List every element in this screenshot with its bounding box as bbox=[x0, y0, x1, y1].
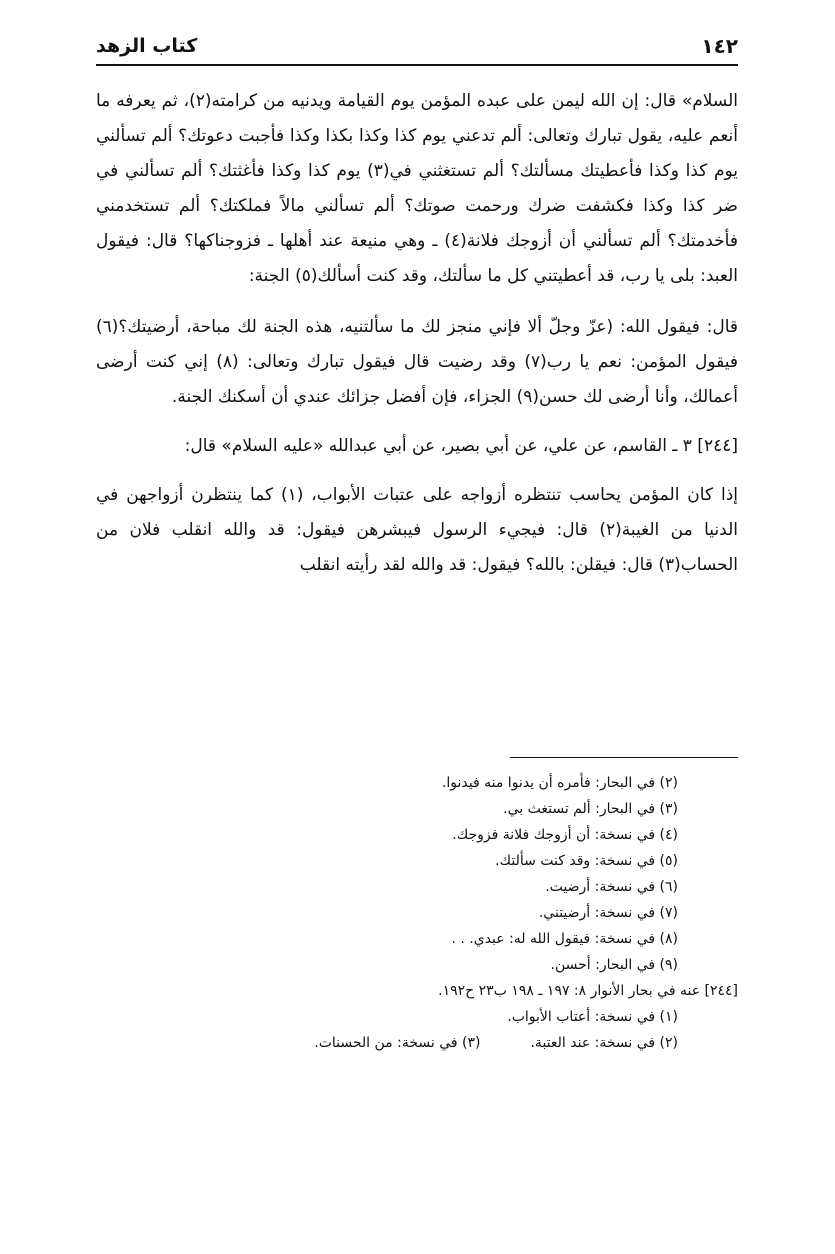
footnote: (١) في نسخة: أعتاب الأبواب. bbox=[507, 1009, 678, 1025]
footnotes bbox=[96, 770, 738, 1056]
footnote: (٥) في نسخة: وقد كنت سألتك. bbox=[495, 853, 678, 869]
footnote: (٧) في نسخة: أرضيتني. bbox=[538, 905, 678, 921]
footnote-rule bbox=[510, 757, 738, 758]
footnote: (٢) في البحار: فأمره أن يدنوا منه فيدنوا. bbox=[441, 775, 678, 791]
footnote: (٣) في نسخة: من الحسنات. bbox=[314, 1035, 481, 1051]
paragraph: [٢٤٤] ٣ ـ القاسم، عن علي، عن أبي بصير، عن أبي عبدالله «عليه السلام» قال: bbox=[184, 436, 738, 456]
paragraph: قال: فيقول الله: (عزّ وجلّ ألا فإني منجز لك ما سألتنيه، هذه الجنة لك مباحة، أرضيتك؟(٦) فيقول المؤمن: نعم يا رب(٧) وقد رضيت قال فيقول تبارك وتعالى: (٨) إني كنت أرضى أعمالك، وأنا أرضى لك حسن(٩) الجزاء، فإن أفضل جزائك عندي أن أسكنك الجنة. bbox=[96, 317, 738, 407]
footnote: (٩) في البحار: أحسن. bbox=[550, 957, 678, 973]
footnote: (٦) في نسخة: أرضيت. bbox=[545, 879, 678, 895]
book-title: كتاب الزهد bbox=[96, 35, 198, 57]
footnote: (٨) في نسخة: فيقول الله له: عبدي. . . bbox=[451, 931, 678, 947]
footnote-row bbox=[96, 1030, 738, 1056]
paragraph: السلام» قال: إن الله ليمن على عبده المؤمن يوم القيامة ويدنيه من كرامته(٢)، ثم يعرفه ما أنعم عليه، يقول تبارك وتعالى: ألم تدعني يوم كذا وكذا بكذا وكذا فأجبت دعوتك؟ ألم تسألني يوم كذا وكذا فأعطيتك مسألتك؟ ألم تستغثني في(٣) يوم كذا وكذا فأغثتك؟ ألم تسألني في ضر كذا وكذا فكشفت ضرك ورحمت صوتك؟ ألم تسألني مالاً فملكتك؟ ألم تستخدمني فأخدمتك؟ ألم تسألني أن أزوجك فلانة(٤) ـ وهي منيعة عند أهلها ـ فزوجناكها؟ قال: فيقول العبد: بلى يا رب، قد أعطيتني كل ما سألتك، وقد كنت أسألك(٥) الجنة: bbox=[96, 91, 738, 286]
page-number: ١٤٢ bbox=[701, 34, 738, 58]
page-header bbox=[96, 28, 738, 64]
source-reference: [٢٤٤] عنه في بحار الأنوار ٨: ١٩٧ ـ ١٩٨ ب٢٣ ح١٩٢. bbox=[438, 983, 738, 999]
header-rule bbox=[96, 64, 738, 66]
paragraph: إذا كان المؤمن يحاسب تنتظره أزواجه على عتبات الأبواب، (١) كما ينتظرن أزواجهن في الدنيا من الغيبة(٢) قال: فيجيء الرسول فيبشرهن فيقول: قد والله انقلب فلان من الحساب(٣) قال: فيقلن: بالله؟ فيقول: قد والله لقد رأيته انقلب bbox=[96, 485, 738, 575]
footnote: (٣) في البحار: ألم تستغث بي. bbox=[503, 801, 678, 817]
main-text bbox=[96, 84, 738, 599]
footnote: (٤) في نسخة: أن أزوجك فلانة فزوجك. bbox=[452, 827, 678, 843]
footnote: (٢) في نسخة: عند العتبة. bbox=[530, 1035, 678, 1051]
